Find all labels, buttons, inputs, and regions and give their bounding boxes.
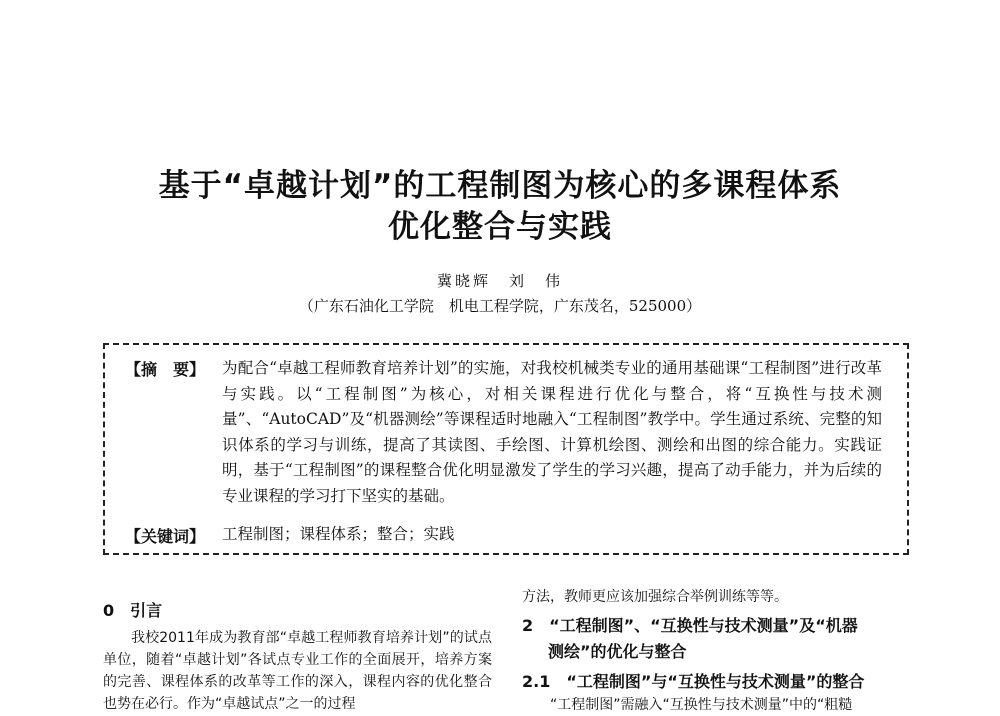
abstract-label: 【摘 要】 [125,360,206,379]
author-affiliation: （广东石油化工学院 机电工程学院，广东茂名，525000） [298,297,702,315]
keywords-text: 工程制图；课程体系；整合；实践 [222,525,455,543]
section-0-paragraph: 我校2011年成为教育部“卓越工程师教育培养计划”的试点单位，随着“卓越计划”各试点专业工作的全面展开，培养方案的完善、课程体系的改革等工作的深入，课程内容的优化整合也势在必行。作为“卓越试点”之一的过程 [103,630,492,712]
section-2-heading-line-2: 测绘”的优化与整合 [548,642,687,661]
keywords-label: 【关键词】 [125,527,206,546]
abstract-text: 为配合“卓越工程师教育培养计划”的实施，对我校机械类专业的通用基础课“工程制图”进行改革与实践。以“工程制图”为核心，对相关课程进行优化与整合，将“互换性与技术测量”、“AutoCAD”及“机器测绘”等课程适时地融入“工程制图”教学中。学生通过系统、完整的知识体系的学习与训练，提高了其读图、手绘图、计算机绘图、测绘和出图的综合能力。实践证明，基于“工程制图”的课程整合优化明显激发了学生的学习兴趣，提高了动手能力，并为后续的专业课程的学习打下坚实的基础。 [222,359,882,505]
section-2-heading-line-1: 2 “工程制图”、“互换性与技术测量”及“机器 [522,616,858,635]
paper-title-line-1: 基于“卓越计划”的工程制图为核心的多课程体系 [158,168,842,204]
section-2-1-heading: 2.1 “工程制图”与“互换性与技术测量”的整合 [522,672,865,691]
section-2-1-paragraph: “工程制图”需融入“互换性与技术测量”中的“粗糙 [550,697,853,713]
section-0-heading: 0 引言 [103,601,163,620]
author-names: 冀晓辉 刘 伟 [436,272,563,290]
paper-title-line-2: 优化整合与实践 [388,209,612,245]
right-column-continuation: 方法，教师更应该加强综合举例训练等等。 [522,589,788,605]
